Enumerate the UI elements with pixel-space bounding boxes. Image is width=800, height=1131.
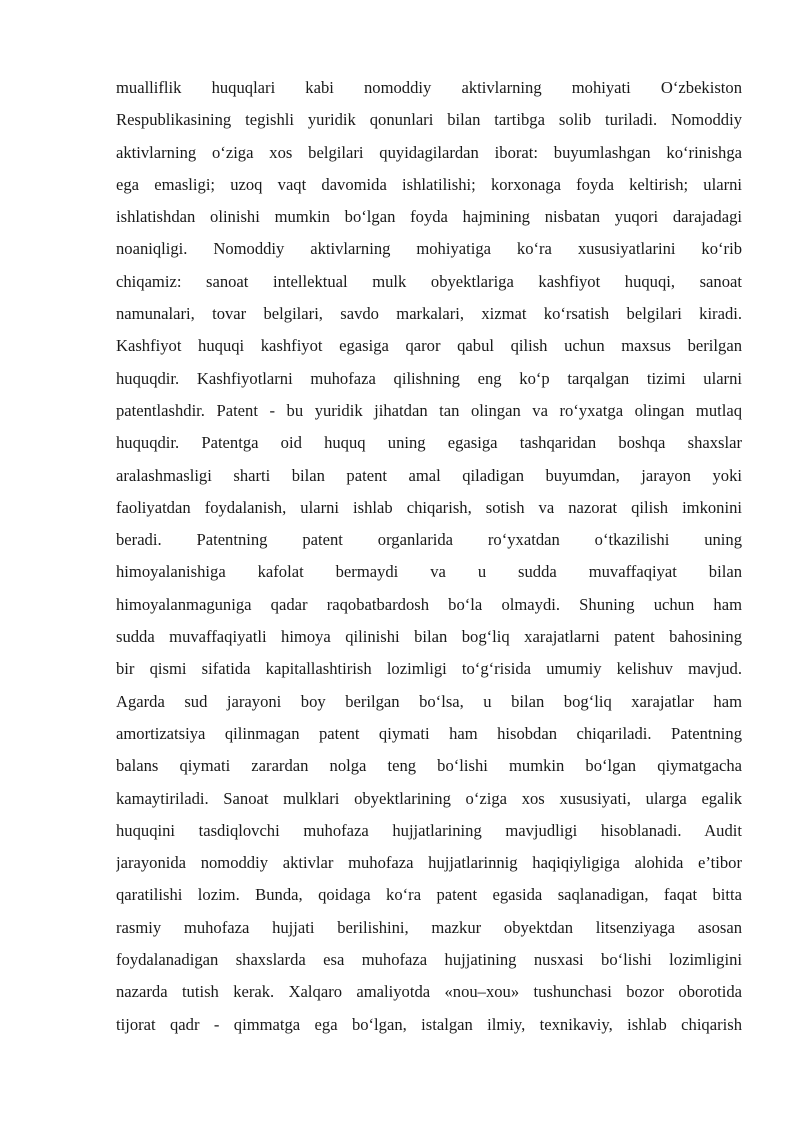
- text-line: chiqamiz: sanoat intellektual mulk obyektlariga kashfiyot huquqi, sanoat: [116, 271, 742, 291]
- text-line: jarayonida nomoddiy aktivlar muhofaza hujjatlarinnig haqiqiyligiga alohida e’tibor: [116, 853, 742, 873]
- text-line: sudda muvaffaqiyatli himoya qilinishi bilan bog‘liq xarajatlarni patent bahosining: [116, 627, 742, 647]
- text-line: aktivlarning o‘ziga xos belgilari quyidagilardan iborat: buyumlashgan ko‘rinishga: [116, 142, 742, 162]
- text-line: ega emasligi; uzoq vaqt davomida ishlatilishi; korxonaga foyda keltirish; ularni: [116, 174, 742, 194]
- text-line: himoyalanmaguniga qadar raqobatbardosh bo‘la olmaydi. Shuning uchun ham: [116, 594, 742, 614]
- text-line: foydalanadigan shaxslarda esa muhofaza hujjatining nusxasi bo‘lishi lozimligini: [116, 950, 742, 970]
- text-line: Agarda sud jarayoni boy berilgan bo‘lsa, u bilan bog‘liq xarajatlar ham: [116, 691, 742, 711]
- text-line: nazarda tutish kerak. Xalqaro amaliyotda «nou–xou» tushunchasi bozor oborotida: [116, 982, 742, 1002]
- text-line: namunalari, tovar belgilari, savdo markalari, xizmat ko‘rsatish belgilari kiradi.: [116, 304, 742, 324]
- text-line: Respublikasining tegishli yuridik qonunlari bilan tartibga solib turiladi. Nomoddiy: [116, 110, 742, 130]
- body-text: [116, 72, 742, 1041]
- text-line: faoliyatdan foydalanish, ularni ishlab chiqarish, sotish va nazorat qilish imkonini: [116, 497, 742, 517]
- text-line: bir qismi sifatida kapitallashtirish lozimligi to‘g‘risida umumiy kelishuv mavjud.: [116, 659, 742, 679]
- text-line: qaratilishi lozim. Bunda, qoidaga ko‘ra patent egasida saqlanadigan, faqat bitta: [116, 885, 742, 905]
- text-line: kamaytiriladi. Sanoat mulklari obyektlarining o‘ziga xos xususiyati, ularga egalik: [116, 788, 742, 808]
- text-line: Kashfiyot huquqi kashfiyot egasiga qaror qabul qilish uchun maxsus berilgan: [116, 336, 742, 356]
- text-line: ishlatishdan olinishi mumkin bo‘lgan foyda hajmining nisbatan yuqori darajadagi: [116, 207, 742, 227]
- text-line: huquqdir. Patentga oid huquq uning egasiga tashqaridan boshqa shaxslar: [116, 433, 742, 453]
- text-line: himoyalanishiga kafolat bermaydi va u sudda muvaffaqiyat bilan: [116, 562, 742, 582]
- text-line: tijorat qadr - qimmatga ega bo‘lgan, istalgan ilmiy, texnikaviy, ishlab chiqarish: [116, 1014, 742, 1034]
- text-line: mualliflik huquqlari kabi nomoddiy aktivlarning mohiyati O‘zbekiston: [116, 78, 742, 97]
- text-line: patentlashdir. Patent - bu yuridik jihatdan tan olingan va ro‘yxatga olingan mutlaq: [116, 400, 742, 420]
- text-line: amortizatsiya qilinmagan patent qiymati ham hisobdan chiqariladi. Patentning: [116, 723, 742, 743]
- text-line: huquqini tasdiqlovchi muhofaza hujjatlarining mavjudligi hisoblanadi. Audit: [116, 820, 742, 840]
- text-line: noaniqligi. Nomoddiy aktivlarning mohiyatiga ko‘ra xususiyatlarini ko‘rib: [116, 239, 742, 259]
- text-line: beradi. Patentning patent organlarida ro‘yxatdan o‘tkazilishi uning: [116, 530, 742, 550]
- text-line: aralashmasligi sharti bilan patent amal qiladigan buyumdan, jarayon yoki: [116, 465, 742, 485]
- text-line: huquqdir. Kashfiyotlarni muhofaza qilishning eng ko‘p tarqalgan tizimi ularni: [116, 368, 742, 388]
- text-line: balans qiymati zarardan nolga teng bo‘lishi mumkin bo‘lgan qiymatgacha: [116, 756, 742, 776]
- text-line: rasmiy muhofaza hujjati berilishini, mazkur obyektdan litsenziyaga asosan: [116, 917, 742, 937]
